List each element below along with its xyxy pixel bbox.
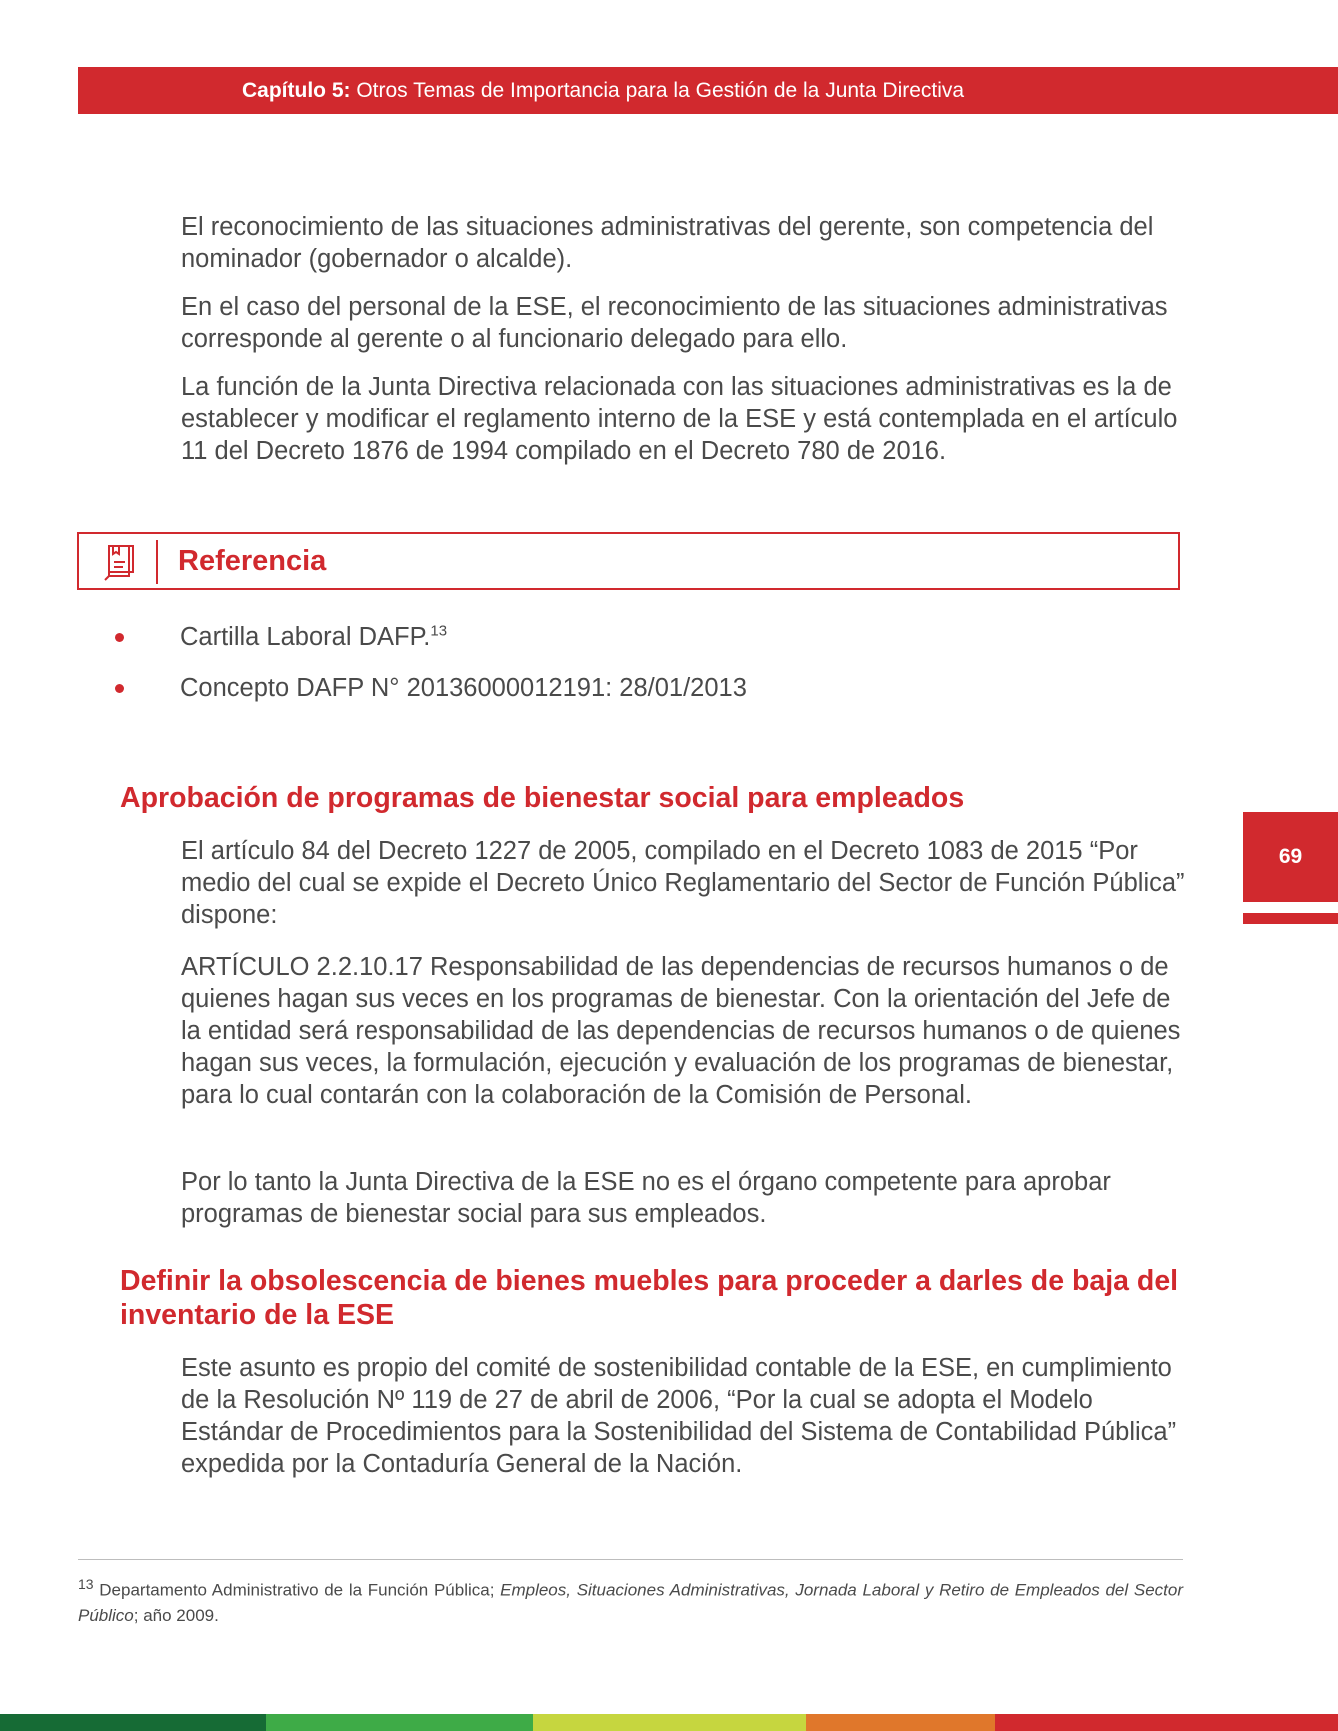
intro-paragraph: La función de la Junta Directiva relacionada con las situaciones administrativas es la de establecer y modificar el reglamento interno de la ESE y está contemplada en el artículo 11 del Decreto 1876 de 1994 compilado en el Decreto 780 de 2016. (181, 373, 1178, 465)
chapter-label: Capítulo 5: (242, 79, 351, 102)
color-strip (0, 1714, 1338, 1731)
intro-paragraph: En el caso del personal de la ESE, el reconocimiento de las situaciones administrativas corresponde al gerente o al funcionario delegado para ello. (181, 293, 1168, 353)
footnote-ref: 13 (430, 622, 448, 640)
footnote-divider (78, 1559, 1183, 1560)
reference-box (77, 532, 1180, 590)
page-tab-bar (1243, 913, 1338, 924)
reference-title: Referencia (178, 545, 327, 577)
section-paragraph: El artículo 84 del Decreto 1227 de 2005, compilado en el Decreto 1083 de 2015 “Por medio del cual se expide el Decreto Único Reglamentario del Sector de Función Pública” dispone: (181, 837, 1185, 929)
section-paragraph: Por lo tanto la Junta Directiva de la ESE no es el órgano competente para aprobar programas de bienestar social para sus empleados. (181, 1168, 1111, 1228)
page-number: 69 (1243, 812, 1338, 902)
color-band (533, 1714, 806, 1731)
section-title: Definir la obsolescencia de bienes muebles para proceder a darles de baja del inventario de la ESE (120, 1265, 1179, 1331)
reference-item-text: Concepto DAFP N° 20136000012191: 28/01/2013 (180, 674, 747, 702)
footnote-number: 13 (78, 1576, 94, 1592)
color-band (806, 1714, 995, 1731)
section-title: Aprobación de programas de bienestar social para empleados (120, 782, 965, 814)
section-paragraph: Este asunto es propio del comité de sostenibilidad contable de la ESE, en cumplimiento de la Resolución Nº 119 de 27 de abril de 2006, “Por la cual se adopta el Modelo Estándar de Procedimientos para la Sostenibilidad del Sistema de Contabilidad Pública” expedida por la Contaduría General de la Nación. (181, 1354, 1177, 1478)
color-band (266, 1714, 533, 1731)
reference-divider (156, 540, 158, 584)
section-paragraph: ARTÍCULO 2.2.10.17 Responsabilidad de las dependencias de recursos humanos o de quienes hagan sus veces en los programas de bienestar. Con la orientación del Jefe de la entidad será responsabilidad de las dependencias de recursos humanos o de quienes hagan sus veces, la formulación, ejecución y evaluación de los programas de bienestar, para lo cual contarán con la colaboración de la Comisión de Personal. (181, 953, 1181, 1109)
footnote-text: Departamento Administrativo de la Función Pública; (99, 1580, 501, 1600)
bullet-dot (115, 684, 124, 693)
footnote (78, 1572, 1183, 1628)
color-band (0, 1714, 266, 1731)
chapter-title: Otros Temas de Importancia para la Gestión de la Junta Directiva (356, 79, 965, 102)
footnote-year: ; año 2009. (133, 1605, 219, 1625)
footnote-title: Empleos, Situaciones Administrativas, Jornada Laboral y Retiro de Empleados del Sector Público (78, 1580, 1183, 1625)
chapter-header (78, 67, 1338, 114)
bullet-dot (115, 633, 124, 642)
book-icon (101, 542, 141, 582)
reference-item-text: Cartilla Laboral DAFP. (180, 623, 431, 651)
color-band (995, 1714, 1338, 1731)
intro-paragraph: El reconocimiento de las situaciones administrativas del gerente, son competencia del nominador (gobernador o alcalde). (181, 213, 1154, 273)
